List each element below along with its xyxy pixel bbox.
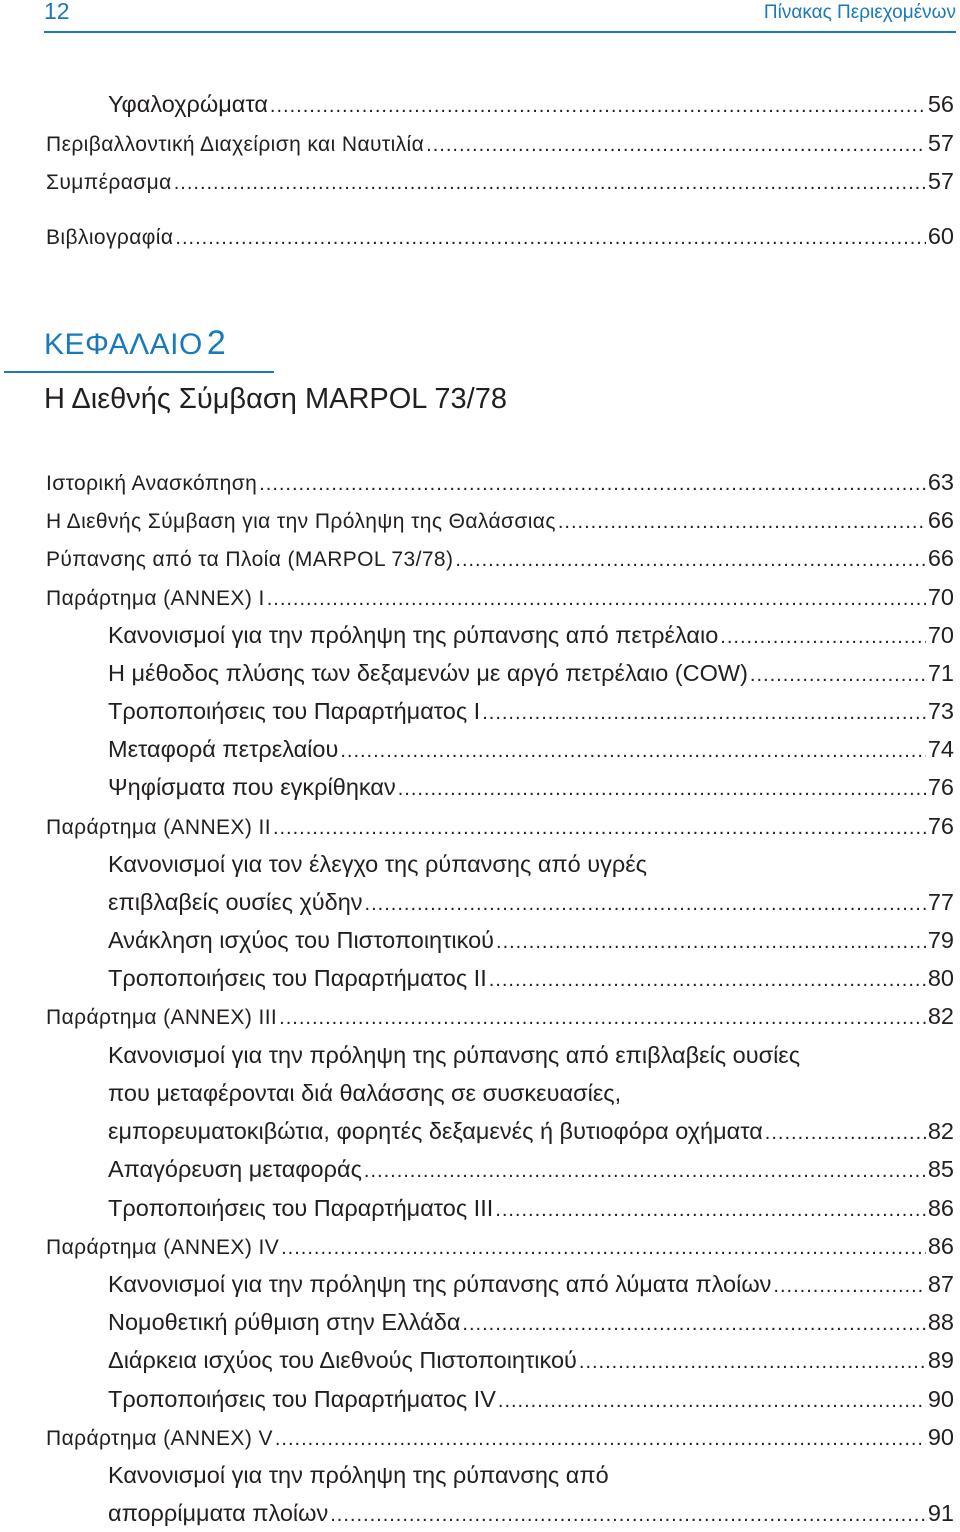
toc-leader bbox=[174, 164, 926, 200]
toc-entry-title: Ψηφίσματα που εγκρίθηκαν bbox=[108, 774, 396, 800]
toc-entry-title: Απαγόρευση μεταφοράς bbox=[108, 1156, 362, 1182]
toc-entry-title: Μεταφορά πετρελαίου bbox=[108, 736, 339, 762]
toc-leader bbox=[489, 961, 926, 997]
toc-entry-title: Συμπέρασμα bbox=[46, 171, 172, 194]
running-title: Πίνακας Περιεχομένων bbox=[763, 2, 956, 23]
header-rule bbox=[44, 31, 956, 33]
toc-entry-page: 88 bbox=[927, 1309, 954, 1335]
toc-entry[interactable] bbox=[46, 578, 954, 616]
toc-entry[interactable] bbox=[46, 807, 954, 845]
toc-entry-page: 82 bbox=[927, 1003, 954, 1029]
toc-leader bbox=[365, 885, 926, 921]
toc-entry[interactable] bbox=[108, 85, 954, 123]
toc-entry-page: 91 bbox=[927, 1500, 954, 1526]
chapter-rule bbox=[4, 371, 274, 373]
toc-entry[interactable] bbox=[46, 162, 954, 200]
toc-entry-page: 56 bbox=[927, 91, 954, 117]
toc-entry-title: Τροποποιήσεις του Παραρτήματος IV bbox=[108, 1386, 496, 1412]
toc-leader bbox=[558, 503, 926, 539]
toc-entry[interactable] bbox=[108, 1150, 954, 1188]
toc-entry-title: Ανάκληση ισχύος του Πιστοποιητικού bbox=[108, 927, 495, 953]
toc-entry-title: Τροποποιήσεις του Παραρτήματος III bbox=[108, 1195, 494, 1221]
toc-entry[interactable] bbox=[108, 654, 954, 692]
toc-entry-page: 70 bbox=[927, 622, 954, 648]
toc-entry[interactable] bbox=[108, 1189, 954, 1227]
toc-entry-continued-text: Κανονισμοί για την πρόληψη της ρύπανσης από επιβλαβείς ουσίες bbox=[108, 1042, 801, 1068]
toc-leader bbox=[281, 1229, 926, 1265]
toc-entry-title: Κανονισμοί για την πρόληψη της ρύπανσης από πετρέλαιο bbox=[108, 622, 719, 648]
toc-entry[interactable] bbox=[46, 539, 954, 577]
toc-entry-title: Παράρτημα (ANNEX) IV bbox=[46, 1236, 280, 1259]
toc-leader bbox=[330, 1496, 926, 1532]
toc-leader bbox=[498, 1382, 926, 1418]
toc-entry-title: Παράρτημα (ANNEX) II bbox=[46, 816, 271, 839]
toc-entry[interactable] bbox=[108, 730, 954, 768]
toc-entry[interactable] bbox=[108, 883, 954, 921]
toc-leader bbox=[175, 219, 925, 255]
toc-entry-title: Νομοθετική ρύθμιση στην Ελλάδα bbox=[108, 1309, 461, 1335]
toc-entry-page: 66 bbox=[927, 545, 954, 571]
toc-entry-page: 73 bbox=[927, 698, 954, 724]
page-number: 12 bbox=[44, 0, 70, 24]
toc-entry-title: Διάρκεια ισχύος του Διεθνούς Πιστοποιητικού bbox=[108, 1347, 577, 1373]
toc-entry-page: 76 bbox=[927, 774, 954, 800]
toc-entry[interactable] bbox=[108, 921, 954, 959]
toc-entry-title: Περιβαλλοντική Διαχείριση και Ναυτιλία bbox=[46, 133, 425, 156]
toc-leader bbox=[259, 465, 926, 501]
toc-leader bbox=[267, 580, 926, 616]
toc-entry-page: 85 bbox=[927, 1156, 954, 1182]
toc-leader bbox=[364, 1152, 926, 1188]
toc-entry-title: Παράρτημα (ANNEX) I bbox=[46, 587, 265, 610]
toc-entry-title: Η μέθοδος πλύσης των δεξαμενών με αργό πετρέλαιο (COW) bbox=[108, 660, 748, 686]
toc-entry-page: 76 bbox=[927, 813, 954, 839]
toc-leader bbox=[455, 541, 925, 577]
toc-entry-title: Παράρτημα (ANNEX) V bbox=[46, 1427, 273, 1450]
toc-entry[interactable] bbox=[108, 616, 954, 654]
toc-leader bbox=[275, 1420, 926, 1456]
toc-entry-title: Τροποποιήσεις του Παραρτήματος Ι bbox=[108, 698, 481, 724]
toc-entry[interactable] bbox=[46, 463, 954, 501]
toc-entry-title: επιβλαβείς ουσίες χύδην bbox=[108, 889, 363, 915]
toc-entry[interactable] bbox=[46, 124, 954, 162]
toc-entry-page: 74 bbox=[927, 736, 954, 762]
toc-entry-page: 66 bbox=[927, 507, 954, 533]
toc-entry-title: Κανονισμοί για την πρόληψη της ρύπανσης από λύματα πλοίων bbox=[108, 1271, 772, 1297]
toc-entry[interactable] bbox=[46, 1227, 954, 1265]
toc-entry[interactable] bbox=[46, 1418, 954, 1456]
toc-entry-title: Βιβλιογραφία bbox=[46, 226, 174, 249]
toc-leader bbox=[765, 1114, 926, 1150]
toc-entry[interactable] bbox=[46, 217, 954, 255]
toc-entry-page: 57 bbox=[927, 168, 954, 194]
page-header bbox=[0, 0, 960, 34]
toc-entry-title: Ρύπανσης από τα Πλοία (MARPOL 73/78) bbox=[46, 548, 454, 571]
toc-entry-page: 87 bbox=[927, 1271, 954, 1297]
toc-leader bbox=[720, 618, 926, 654]
toc-entry[interactable] bbox=[108, 1494, 954, 1532]
toc-entry-page: 79 bbox=[927, 927, 954, 953]
toc-entry-title: Ιστορική Ανασκόπηση bbox=[46, 472, 258, 495]
toc-entry-title: εμπορευματοκιβώτια, φορητές δεξαμενές ή βυτιοφόρα οχήματα bbox=[108, 1118, 763, 1144]
toc-leader bbox=[398, 770, 926, 806]
toc-entry[interactable] bbox=[108, 959, 954, 997]
toc-entry-page: 82 bbox=[927, 1118, 954, 1144]
toc-entry-page: 90 bbox=[927, 1386, 954, 1412]
toc-entry-title: απορρίμματα πλοίων bbox=[108, 1500, 329, 1526]
toc-entry[interactable] bbox=[108, 768, 954, 806]
chapter-title: Η Διεθνής Σύμβαση MARPOL 73/78 bbox=[44, 383, 507, 415]
toc-entry-page: 63 bbox=[927, 469, 954, 495]
chapter-label bbox=[44, 324, 226, 363]
toc-entry[interactable] bbox=[108, 692, 954, 730]
toc-entry[interactable] bbox=[46, 501, 954, 539]
toc-leader bbox=[426, 126, 926, 162]
toc-leader bbox=[773, 1267, 925, 1303]
chapter-number: 2 bbox=[206, 324, 227, 362]
toc-entry-continued-text: Κανονισμοί για την πρόληψη της ρύπανσης από bbox=[108, 1462, 609, 1488]
chapter-label-text: ΚΕΦΑΛΑΙΟ bbox=[44, 328, 203, 361]
toc-entry[interactable] bbox=[108, 1303, 954, 1341]
toc-leader bbox=[750, 656, 926, 692]
toc-entry-page: 90 bbox=[927, 1424, 954, 1450]
toc-leader bbox=[495, 1191, 926, 1227]
toc-entry-page: 86 bbox=[927, 1195, 954, 1221]
toc-leader bbox=[579, 1343, 926, 1379]
toc-entry-continued-text: που μεταφέρονται διά θαλάσσης σε συσκευασίες, bbox=[108, 1080, 622, 1106]
toc-entry[interactable] bbox=[46, 997, 954, 1035]
toc-leader bbox=[462, 1305, 925, 1341]
toc-entry-continued-text: Κανονισμοί για τον έλεγχο της ρύπανσης από υγρές bbox=[108, 851, 648, 877]
toc-leader bbox=[482, 694, 926, 730]
toc-leader bbox=[496, 923, 926, 959]
toc-entry-page: 71 bbox=[927, 660, 954, 686]
toc-entry-page: 89 bbox=[927, 1347, 954, 1373]
toc-entry-title: Η Διεθνής Σύμβαση για την Πρόληψη της Θαλάσσιας bbox=[46, 510, 556, 533]
toc-leader bbox=[279, 999, 926, 1035]
toc-leader bbox=[340, 732, 926, 768]
toc-entry[interactable] bbox=[108, 1341, 954, 1379]
toc-entry-title: Παράρτημα (ANNEX) III bbox=[46, 1006, 278, 1029]
toc-entry-page: 80 bbox=[927, 965, 954, 991]
toc-entry[interactable] bbox=[108, 1265, 954, 1303]
toc-entry[interactable] bbox=[108, 1112, 954, 1150]
toc-entry-page: 57 bbox=[927, 130, 954, 156]
toc-entry-title: Υφαλοχρώματα bbox=[108, 91, 268, 117]
toc-entry-page: 70 bbox=[927, 584, 954, 610]
toc-leader bbox=[270, 87, 926, 123]
toc-entry-page: 77 bbox=[927, 889, 954, 915]
toc-entry-page: 60 bbox=[927, 223, 954, 249]
toc-leader bbox=[273, 809, 926, 845]
toc-entry-page: 86 bbox=[927, 1233, 954, 1259]
toc-entry-title: Τροποποιήσεις του Παραρτήματος II bbox=[108, 965, 487, 991]
toc-entry[interactable] bbox=[108, 1380, 954, 1418]
